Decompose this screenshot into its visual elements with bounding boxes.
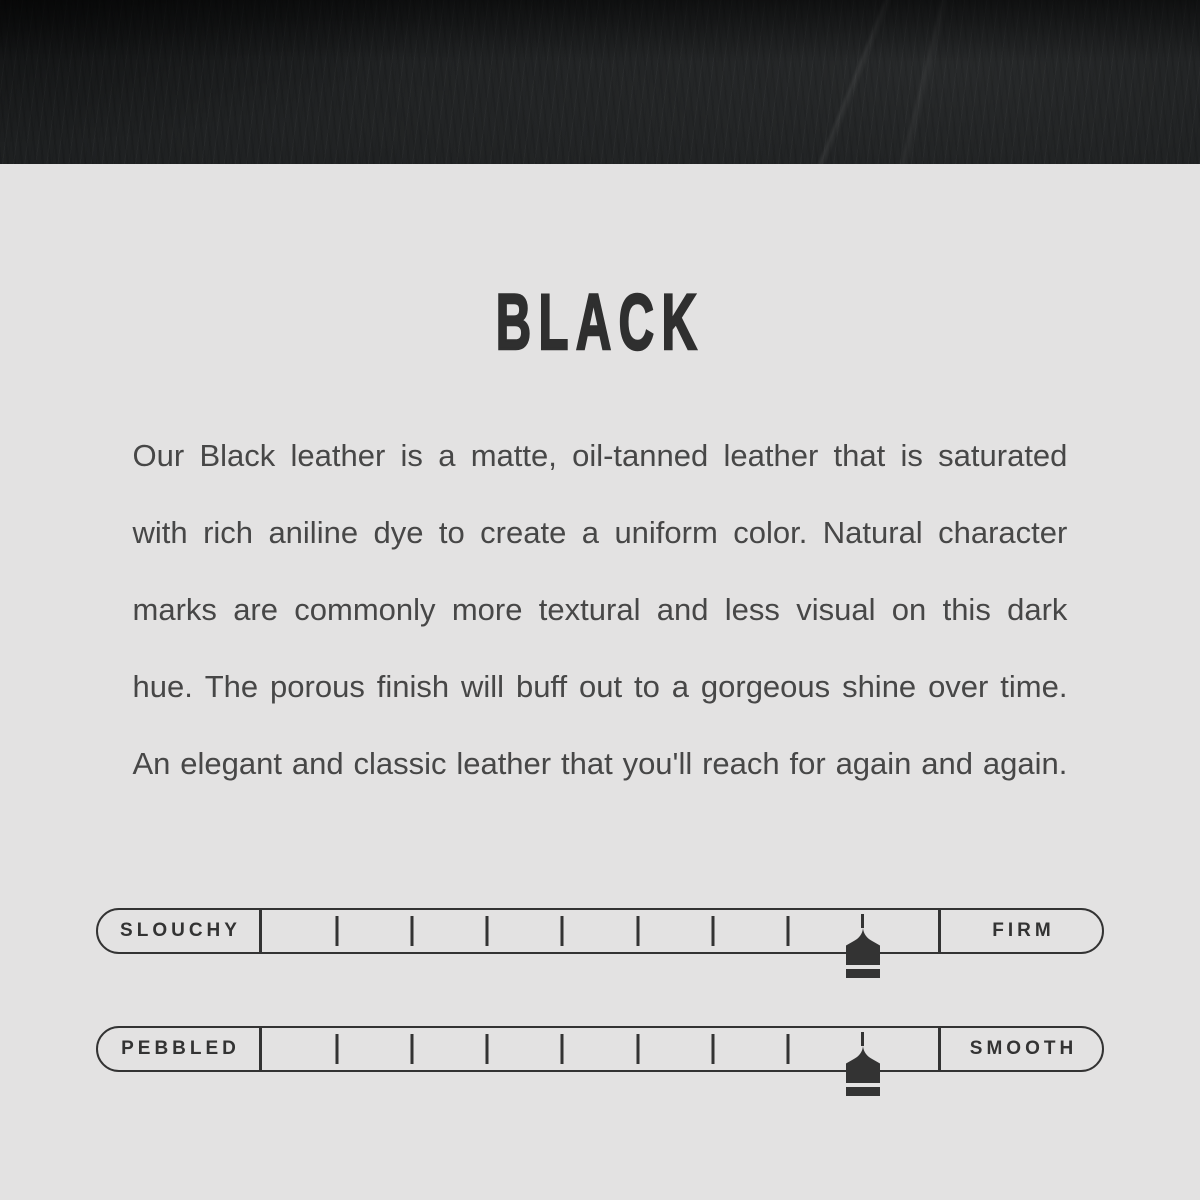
leather-swatch-image <box>0 0 1200 164</box>
description-line: with rich aniline dye to create a uniform color. Natural character <box>132 515 1068 550</box>
swatch-title: BLACK <box>495 277 705 366</box>
swatch-description <box>133 417 1068 802</box>
firmness-scale-track <box>262 910 938 952</box>
scale-marker-pin-icon <box>846 928 880 965</box>
scale-tick <box>486 916 489 946</box>
texture-scale-pill <box>96 1026 1104 1072</box>
scale-marker-bar <box>846 1087 880 1096</box>
firmness-scale <box>96 908 1104 954</box>
description-line: Our Black leather is a matte, oil-tanned leather that is saturated <box>132 438 1068 473</box>
scale-right-label: FIRM <box>938 910 1102 952</box>
firmness-scale-pill <box>96 908 1104 954</box>
texture-scale-track <box>262 1028 938 1070</box>
scale-marker-pin-icon <box>846 1046 880 1083</box>
description-line: marks are commonly more textural and less visual on this dark <box>132 592 1068 627</box>
scale-tick <box>636 1034 639 1064</box>
scale-tick <box>411 1034 414 1064</box>
scale-tick <box>336 916 339 946</box>
scale-left-label: SLOUCHY <box>98 910 262 952</box>
texture-scale <box>96 1026 1104 1072</box>
scale-tick <box>561 1034 564 1064</box>
scale-marker-stem <box>861 1032 864 1046</box>
scale-marker <box>846 914 880 978</box>
scale-tick <box>786 1034 789 1064</box>
description-line: An elegant and classic leather that you'll reach for again and again. <box>132 746 1068 781</box>
scale-tick <box>561 916 564 946</box>
scale-tick <box>636 916 639 946</box>
scale-tick <box>486 1034 489 1064</box>
scale-tick <box>336 1034 339 1064</box>
scale-tick <box>411 916 414 946</box>
scale-left-label: PEBBLED <box>98 1028 262 1070</box>
scale-tick <box>786 916 789 946</box>
scale-marker-stem <box>861 914 864 928</box>
scale-tick <box>711 916 714 946</box>
scale-right-label: SMOOTH <box>938 1028 1102 1070</box>
scale-marker <box>846 1032 880 1096</box>
description-line: hue. The porous finish will buff out to a gorgeous shine over time. <box>132 669 1068 704</box>
scale-tick <box>711 1034 714 1064</box>
scale-marker-bar <box>846 969 880 978</box>
